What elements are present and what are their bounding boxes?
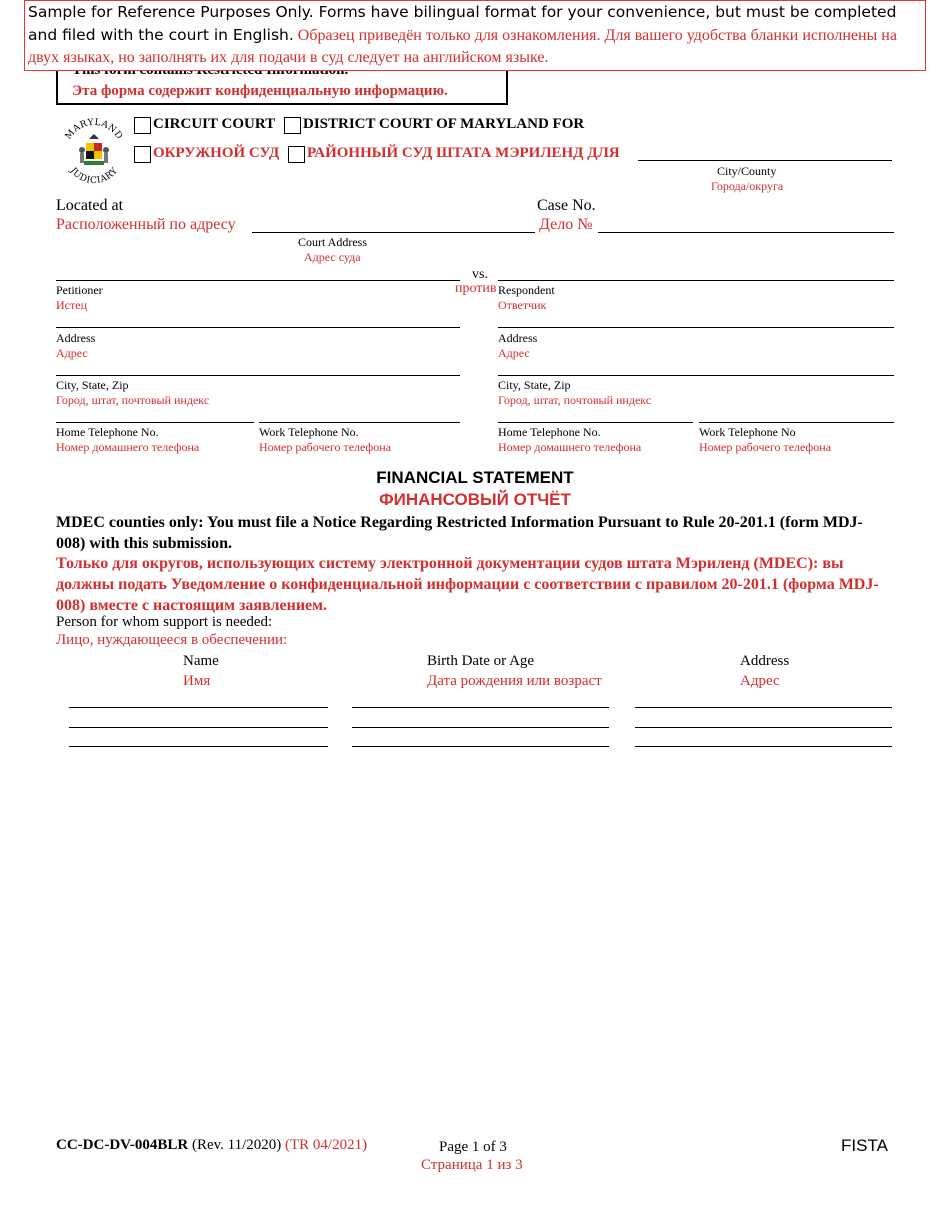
support-birthdate-field-1[interactable] xyxy=(352,707,609,708)
petitioner-work-phone-label: Work Telephone No. xyxy=(259,425,359,439)
case-no-label: Case No. xyxy=(537,197,596,214)
respondent-address-ru-label: Адрес xyxy=(498,346,530,360)
case-number-field[interactable] xyxy=(598,232,894,233)
respondent-home-phone-field[interactable] xyxy=(498,422,693,423)
respondent-home-phone-ru-label: Номер домашнего телефона xyxy=(498,440,642,454)
petitioner-label: Petitioner xyxy=(56,283,103,297)
district-court-ru-label: РАЙОННЫЙ СУД ШТАТА МЭРИЛЕНД ДЛЯ xyxy=(307,145,620,161)
circuit-court-checkbox[interactable] xyxy=(134,117,151,134)
column-birthdate-header: Birth Date or Age xyxy=(427,653,535,669)
form-translation-date: (TR 04/2021) xyxy=(285,1137,368,1153)
petitioner-ru-label: Истец xyxy=(56,298,87,312)
petitioner-home-phone-field[interactable] xyxy=(56,422,254,423)
district-court-ru-checkbox[interactable] xyxy=(288,146,305,163)
svg-text:JUDICIARY xyxy=(67,165,120,186)
footer-form-info xyxy=(56,1137,367,1154)
column-address-header: Address xyxy=(740,653,790,669)
support-address-field-3[interactable] xyxy=(635,746,892,747)
vs-ru-label: против xyxy=(455,281,497,296)
mdec-notice-ru: Только для округов, использующих систему электронной документации судов штата Мэриленд (MDEC): вы должны подать Уведомление о конфиденциальной информации с соответствии с правилом 20-201.1 (форма MDJ-008) вместе с настоящим заявлением. xyxy=(56,555,879,614)
support-person-label: Person for whom support is needed: xyxy=(56,614,273,630)
respondent-address-field[interactable] xyxy=(498,327,894,328)
page-number: Page 1 of 3 xyxy=(439,1139,507,1155)
city-county-label: City/County xyxy=(717,164,777,178)
form-revision: (Rev. 11/2020) xyxy=(191,1137,282,1153)
column-name-header: Name xyxy=(183,653,219,669)
column-address-ru-header: Адрес xyxy=(740,673,780,689)
form-id: CC-DC-DV-004BLR xyxy=(56,1137,189,1153)
located-at-label: Located at xyxy=(56,197,124,214)
circuit-court-label: CIRCUIT COURT xyxy=(153,116,276,132)
respondent-city-label: City, State, Zip xyxy=(498,378,571,392)
support-name-field-1[interactable] xyxy=(69,707,328,708)
maryland-judiciary-seal xyxy=(57,112,131,190)
support-address-field-2[interactable] xyxy=(635,727,892,728)
respondent-work-phone-label: Work Telephone No xyxy=(699,425,796,439)
district-court-label: DISTRICT COURT OF MARYLAND FOR xyxy=(303,116,585,132)
petitioner-field[interactable] xyxy=(56,280,460,281)
petitioner-city-field[interactable] xyxy=(56,375,460,376)
respondent-work-phone-ru-label: Номер рабочего телефона xyxy=(699,440,832,454)
petitioner-work-phone-ru-label: Номер рабочего телефона xyxy=(259,440,392,454)
petitioner-address-label: Address xyxy=(56,331,96,345)
petitioner-home-phone-ru-label: Номер домашнего телефона xyxy=(56,440,200,454)
respondent-field[interactable] xyxy=(498,280,894,281)
support-name-field-3[interactable] xyxy=(69,746,328,747)
city-county-ru-label: Города/округа xyxy=(711,179,784,193)
circuit-court-ru-checkbox[interactable] xyxy=(134,146,151,163)
city-county-field[interactable] xyxy=(638,160,892,161)
respondent-address-label: Address xyxy=(498,331,538,345)
vs-label: vs. xyxy=(472,267,488,282)
respondent-label: Respondent xyxy=(498,283,555,297)
form-code: FISTA xyxy=(841,1136,888,1155)
support-name-field-2[interactable] xyxy=(69,727,328,728)
petitioner-work-phone-field[interactable] xyxy=(259,422,460,423)
banner-ru: Образец приведён только для ознакомления. Для вашего удобства бланки исполнены на двух языках, но заполнять их для подачи в суд следует на английском языке. xyxy=(28,27,897,66)
court-address-ru-label: Адрес суда xyxy=(304,250,361,264)
mdec-notice: MDEC counties only: You must file a Notice Regarding Restricted Information Pursuant to Rule 20-201.1 (form MDJ-008) with this submission. xyxy=(56,514,863,552)
column-name-ru-header: Имя xyxy=(183,673,211,689)
petitioner-address-field[interactable] xyxy=(56,327,460,328)
respondent-city-ru-label: Город, штат, почтовый индекс xyxy=(498,393,652,407)
petitioner-home-phone-label: Home Telephone No. xyxy=(56,425,159,439)
form-title-ru: ФИНАНСОВЫЙ ОТЧЁТ xyxy=(379,490,571,509)
respondent-city-field[interactable] xyxy=(498,375,894,376)
restricted-ru: Эта форма содержит конфиденциальную информацию. xyxy=(72,83,448,99)
page-number-ru: Страница 1 из 3 xyxy=(421,1157,523,1173)
petitioner-address-ru-label: Адрес xyxy=(56,346,88,360)
court-address-label: Court Address xyxy=(298,235,367,249)
support-person-ru-label: Лицо, нуждающееся в обеспечении: xyxy=(56,632,288,648)
petitioner-city-label: City, State, Zip xyxy=(56,378,129,392)
respondent-home-phone-label: Home Telephone No. xyxy=(498,425,601,439)
support-address-field-1[interactable] xyxy=(635,707,892,708)
column-birthdate-ru-header: Дата рождения или возраст xyxy=(427,673,602,689)
court-address-field[interactable] xyxy=(252,232,535,233)
support-birthdate-field-2[interactable] xyxy=(352,727,609,728)
circuit-court-ru-label: ОКРУЖНОЙ СУД xyxy=(153,145,280,161)
district-court-checkbox[interactable] xyxy=(284,117,301,134)
banner-en: Sample for Reference Purposes Only. Forms have bilingual format for your convenience, but must be completed and filed with the court in English. xyxy=(28,3,897,44)
respondent-ru-label: Ответчик xyxy=(498,298,547,312)
petitioner-city-ru-label: Город, штат, почтовый индекс xyxy=(56,393,210,407)
seal-top-text: MARYLAND xyxy=(63,117,125,142)
form-title: FINANCIAL STATEMENT xyxy=(376,468,574,487)
case-no-ru-label: Дело № xyxy=(539,216,593,233)
located-at-ru-label: Расположенный по адресу xyxy=(56,216,236,233)
sample-banner xyxy=(24,0,926,71)
support-birthdate-field-3[interactable] xyxy=(352,746,609,747)
respondent-work-phone-field[interactable] xyxy=(699,422,894,423)
seal-bottom-text: JUDICIARY xyxy=(67,166,121,187)
